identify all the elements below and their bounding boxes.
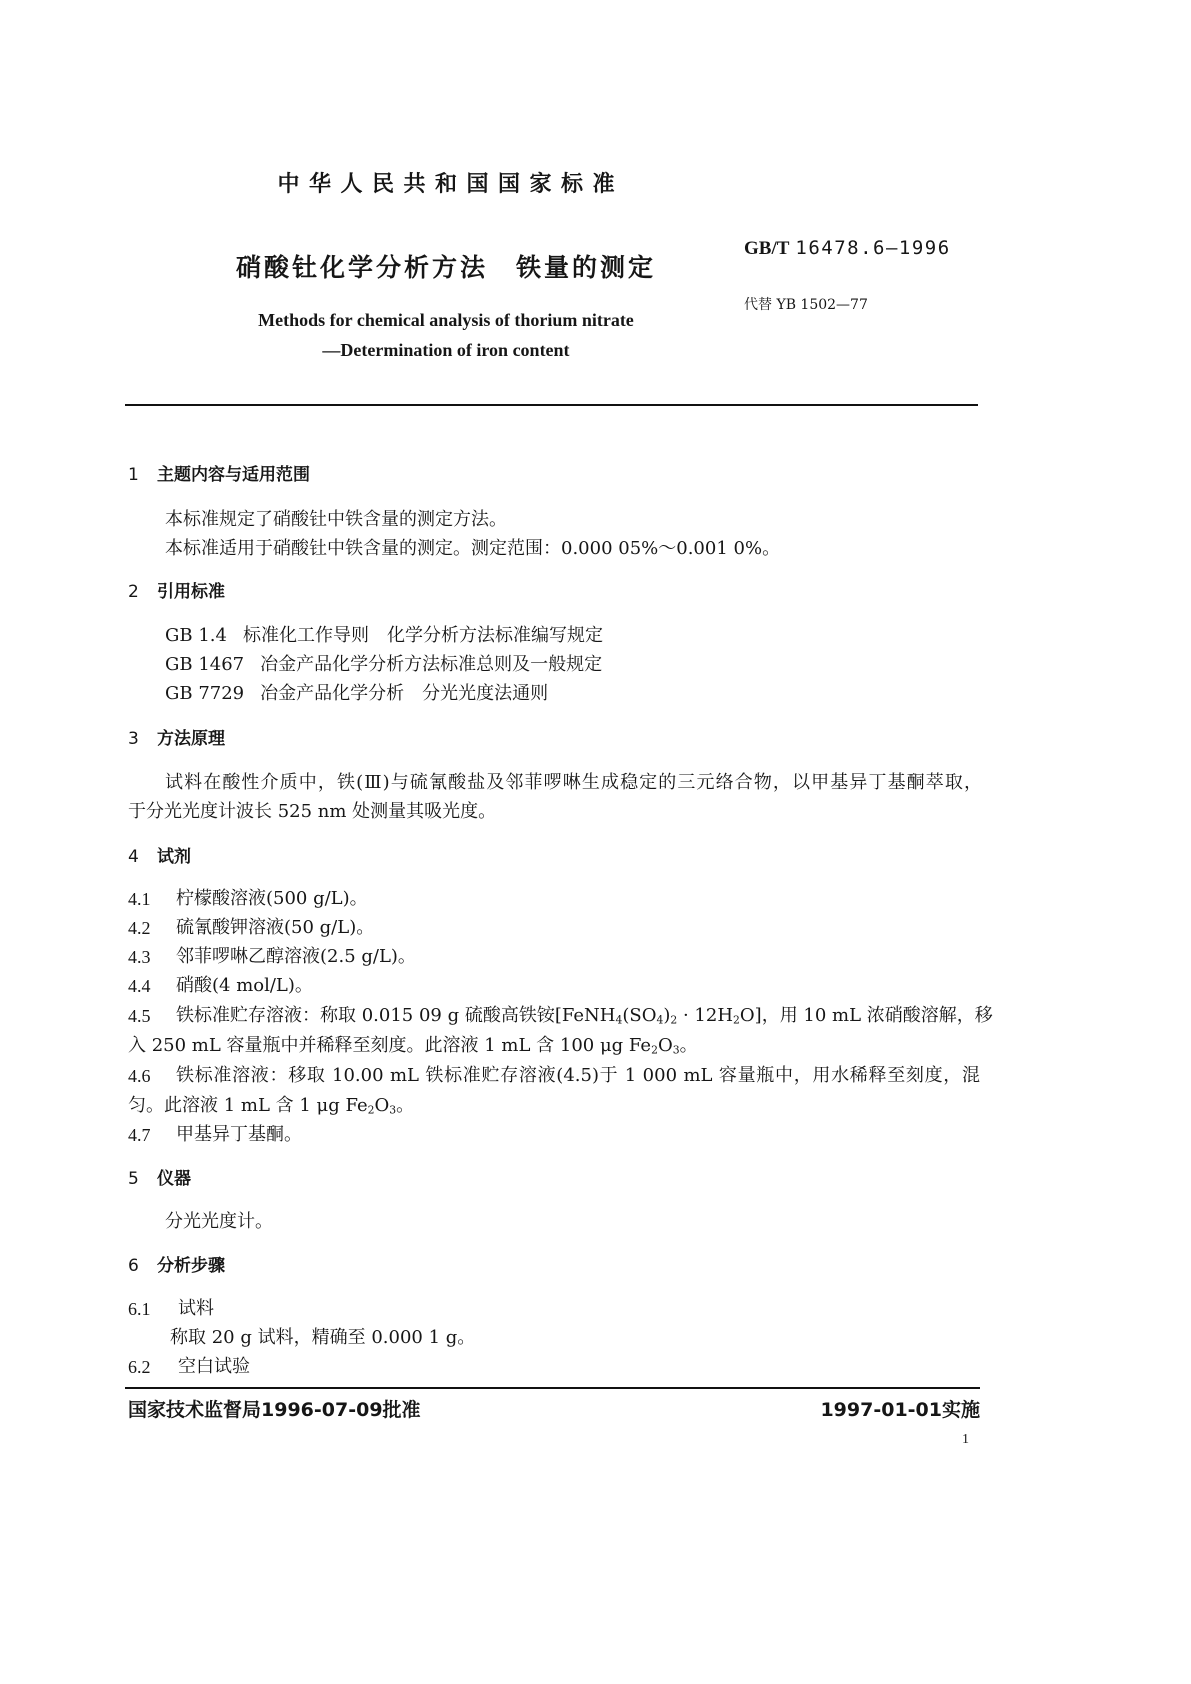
section-number: 1: [128, 465, 139, 485]
item-number: 4.5: [128, 1006, 151, 1026]
reference-title: 标准化工作导则 化学分析方法标准编写规定: [242, 625, 603, 646]
section-number: 3: [128, 729, 139, 749]
text-segment: (SO: [622, 1005, 657, 1026]
text-segment: O: [374, 1095, 390, 1116]
reagent-item-text-line-1: [176, 1064, 980, 1088]
paragraph-line: 称取 20 g 试料，精确至 0.000 1 g。: [170, 1327, 476, 1348]
page-number: 1: [962, 1432, 969, 1447]
reagent-item-text-line-2: [128, 1094, 414, 1118]
section-heading-references: 引用标准: [157, 582, 225, 602]
item-number: 6.1: [128, 1299, 151, 1319]
item-number: 4.6: [128, 1066, 151, 1086]
paragraph-line: 本标准规定了硝酸钍中铁含量的测定方法。: [165, 509, 507, 530]
subscript: 2: [733, 1013, 740, 1027]
national-standard-heading: 中华人民共和国国家标准: [277, 172, 624, 197]
subscript: 3: [389, 1103, 397, 1117]
paragraph-line: 本标准适用于硝酸钍中铁含量的测定。测定范围：0.000 05%～0.001 0%。: [165, 538, 781, 559]
document-title-en-line-2: —Determination of iron content: [322, 340, 570, 360]
text-segment: 入 250 mL 容量瓶中并稀释至刻度。此溶液 1 mL 含 100 μg Fe: [128, 1035, 652, 1056]
reagent-item-text: 硝酸(4 mol/L)。: [176, 975, 313, 996]
item-number: 6.2: [128, 1357, 151, 1377]
paragraph-line: 试料在酸性介质中，铁(Ⅲ)与硫氰酸盐及邻菲啰啉生成稳定的三元络合物，以甲基异丁基酮萃取，: [165, 772, 982, 793]
section-number: 2: [128, 582, 139, 602]
subsection-title: 试料: [178, 1298, 214, 1319]
standard-number: [744, 235, 951, 262]
item-number: 4.4: [128, 976, 151, 996]
section-heading-procedure: 分析步骤: [157, 1256, 225, 1276]
subsection-title: 空白试验: [178, 1356, 250, 1377]
footer-divider: [125, 1387, 980, 1389]
text-segment: O]，用 10 mL 浓硝酸溶解，移: [739, 1005, 993, 1026]
reagent-item-text: 硫氰酸钾溶液(50 g/L)。: [176, 917, 375, 938]
reference-code: GB 1467: [165, 654, 245, 675]
text-segment: 。: [679, 1035, 698, 1056]
item-number: 4.1: [128, 889, 151, 909]
reference-title: 冶金产品化学分析方法标准总则及一般规定: [260, 654, 603, 675]
document-title-en-line-1: Methods for chemical analysis of thorium nitrate: [258, 310, 634, 330]
text-segment: 匀。此溶液 1 mL 含 1 μg Fe: [128, 1095, 368, 1116]
effective-date: 1997-01-01实施: [820, 1399, 980, 1421]
reference-item: [165, 682, 548, 706]
text-segment: 。: [396, 1095, 415, 1116]
reference-code: GB 7729: [165, 683, 245, 704]
subscript: 4: [615, 1013, 623, 1027]
document-title-zh: 硝酸钍化学分析方法 铁量的测定: [235, 253, 656, 282]
subscript: 2: [670, 1013, 678, 1027]
subscript: 2: [651, 1043, 658, 1057]
paragraph-line: 于分光光度计波长 525 nm 处测量其吸光度。: [128, 801, 497, 822]
section-number: 6: [128, 1256, 139, 1276]
section-heading-apparatus: 仪器: [157, 1169, 191, 1189]
reference-title: 冶金产品化学分析 分光光度法通则: [260, 683, 549, 704]
reference-item: [165, 624, 603, 648]
section-number: 5: [128, 1169, 139, 1189]
paragraph-line: 分光光度计。: [165, 1211, 273, 1232]
reagent-item-text: 邻菲啰啉乙醇溶液(2.5 g/L)。: [176, 946, 416, 967]
standard-prefix: GB/T: [744, 238, 790, 259]
standard-digits: 16478.6—1996: [795, 237, 951, 259]
reagent-item-text-line-1: [176, 1004, 993, 1028]
approval-date: 国家技术监督局1996-07-09批准: [128, 1399, 421, 1421]
item-number: 4.2: [128, 918, 151, 938]
reagent-item-text: 柠檬酸溶液(500 g/L)。: [176, 888, 368, 909]
reagent-item-text-line-2: [128, 1034, 698, 1058]
text-segment: ): [663, 1005, 671, 1026]
text-segment: 铁标准贮存溶液：称取 0.015 09 g 硫酸高铁铵[FeNH: [176, 1005, 616, 1026]
item-number: 4.7: [128, 1125, 151, 1145]
item-number: 4.3: [128, 947, 151, 967]
replaces-standard: 代替 YB 1502—77: [744, 297, 868, 313]
header-divider: [125, 404, 978, 406]
section-heading-reagents: 试剂: [157, 847, 191, 867]
reference-code: GB 1.4: [165, 625, 227, 646]
subscript: 4: [656, 1013, 664, 1027]
text-segment: 铁标准溶液：移取 10.00 mL 铁标准贮存溶液(4.5)于 1 000 mL 容量瓶中，用水稀释至刻度，混: [176, 1065, 980, 1086]
reagent-item-text: 甲基异丁基酮。: [176, 1124, 302, 1145]
section-heading-scope: 主题内容与适用范围: [157, 465, 310, 485]
reference-item: [165, 653, 602, 677]
text-segment: · 12H: [677, 1005, 734, 1026]
subscript: 2: [367, 1103, 375, 1117]
section-number: 4: [128, 847, 139, 867]
subscript: 3: [672, 1043, 680, 1057]
text-segment: O: [657, 1035, 673, 1056]
section-heading-principle: 方法原理: [157, 729, 225, 749]
